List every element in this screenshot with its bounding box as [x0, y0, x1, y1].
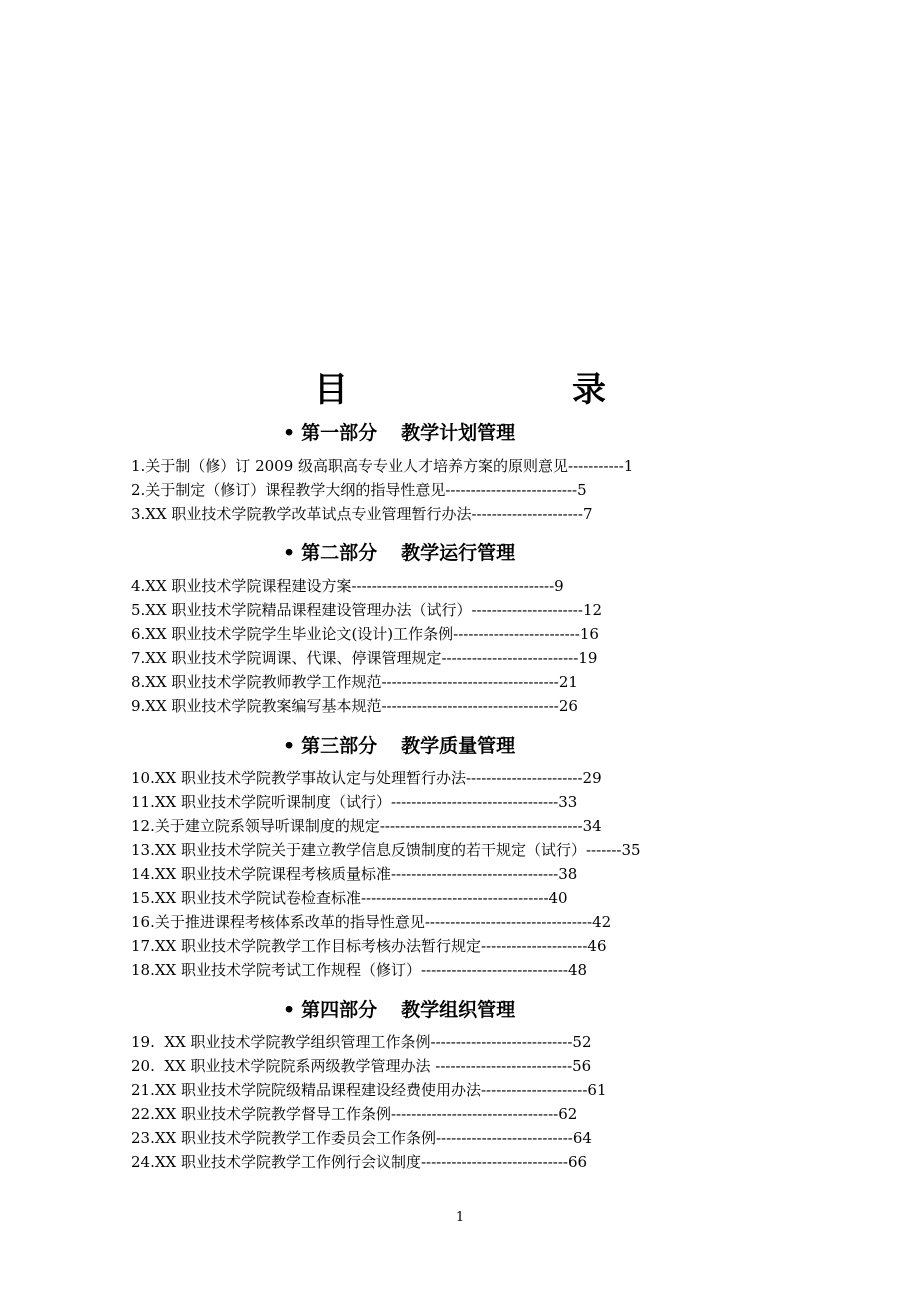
section-part: 第四部分 [301, 999, 378, 1021]
section-heading-3 [283, 731, 515, 758]
section-heading-2 [283, 538, 515, 565]
section-name: 教学质量管理 [401, 735, 516, 757]
page-title: 目 录 [314, 370, 658, 410]
toc-entry[interactable]: 7.XX 职业技术学院调课、代课、停课管理规定---------------------------19 [131, 649, 598, 667]
toc-entry[interactable]: 9.XX 职业技术学院教案编写基本规范-----------------------------------26 [131, 697, 578, 715]
toc-entry[interactable]: 13.XX 职业技术学院关于建立教学信息反馈制度的若干规定（试行）-------35 [131, 841, 641, 859]
toc-entry[interactable]: 2.关于制定（修订）课程教学大纲的指导性意见--------------------------5 [131, 481, 587, 499]
section-part: 第三部分 [301, 735, 378, 757]
toc-entry[interactable]: 20. XX 职业技术学院院系两级教学管理办法 ---------------------------56 [131, 1057, 592, 1075]
section-part: 第二部分 [301, 542, 378, 564]
toc-entry[interactable]: 10.XX 职业技术学院教学事故认定与处理暂行办法-----------------------29 [131, 769, 602, 787]
section-heading-4 [283, 995, 515, 1022]
toc-entry[interactable]: 21.XX 职业技术学院院级精品课程建设经费使用办法---------------------61 [131, 1081, 607, 1099]
section-name: 教学组织管理 [401, 999, 516, 1021]
toc-entry[interactable]: 14.XX 职业技术学院课程考核质量标准---------------------------------38 [131, 865, 578, 883]
toc-entry[interactable]: 23.XX 职业技术学院教学工作委员会工作条例---------------------------64 [131, 1129, 592, 1147]
toc-entry[interactable]: 19. XX 职业技术学院教学组织管理工作条例----------------------------52 [131, 1033, 592, 1051]
toc-entry[interactable]: 1.关于制（修）订 2009 级高职高专专业人才培养方案的原则意见-----------1 [131, 457, 634, 475]
toc-entry[interactable]: 11.XX 职业技术学院听课制度（试行）---------------------------------33 [131, 793, 578, 811]
section-name: 教学运行管理 [401, 542, 516, 564]
bullet-icon: • [283, 542, 296, 564]
toc-entry[interactable]: 8.XX 职业技术学院教师教学工作规范-----------------------------------21 [131, 673, 578, 691]
toc-entry[interactable]: 16.关于推进课程考核体系改革的指导性意见---------------------------------42 [131, 913, 612, 931]
section-name: 教学计划管理 [401, 422, 516, 444]
toc-entry[interactable]: 6.XX 职业技术学院学生毕业论文(设计)工作条例-------------------------16 [131, 625, 599, 643]
toc-entry[interactable]: 3.XX 职业技术学院教学改革试点专业管理暂行办法----------------------7 [131, 505, 593, 523]
page-number: 1 [455, 1210, 465, 1225]
toc-entry[interactable]: 12.关于建立院系领导听课制度的规定----------------------------------------34 [131, 817, 602, 835]
toc-entry[interactable]: 22.XX 职业技术学院教学督导工作条例---------------------------------62 [131, 1105, 578, 1123]
toc-entry[interactable]: 15.XX 职业技术学院试卷检查标准-------------------------------------40 [131, 889, 568, 907]
toc-entry[interactable]: 18.XX 职业技术学院考试工作规程（修订）-----------------------------48 [131, 961, 588, 979]
bullet-icon: • [283, 422, 296, 444]
toc-entry[interactable]: 17.XX 职业技术学院教学工作目标考核办法暂行规定---------------------46 [131, 937, 607, 955]
toc-entry[interactable]: 24.XX 职业技术学院教学工作例行会议制度-----------------------------66 [131, 1153, 588, 1171]
toc-entry[interactable]: 4.XX 职业技术学院课程建设方案----------------------------------------9 [131, 577, 564, 595]
toc-entry[interactable]: 5.XX 职业技术学院精品课程建设管理办法（试行）----------------------12 [131, 601, 603, 619]
bullet-icon: • [283, 735, 296, 757]
section-part: 第一部分 [301, 422, 378, 444]
section-heading-1 [283, 418, 515, 445]
bullet-icon: • [283, 999, 296, 1021]
